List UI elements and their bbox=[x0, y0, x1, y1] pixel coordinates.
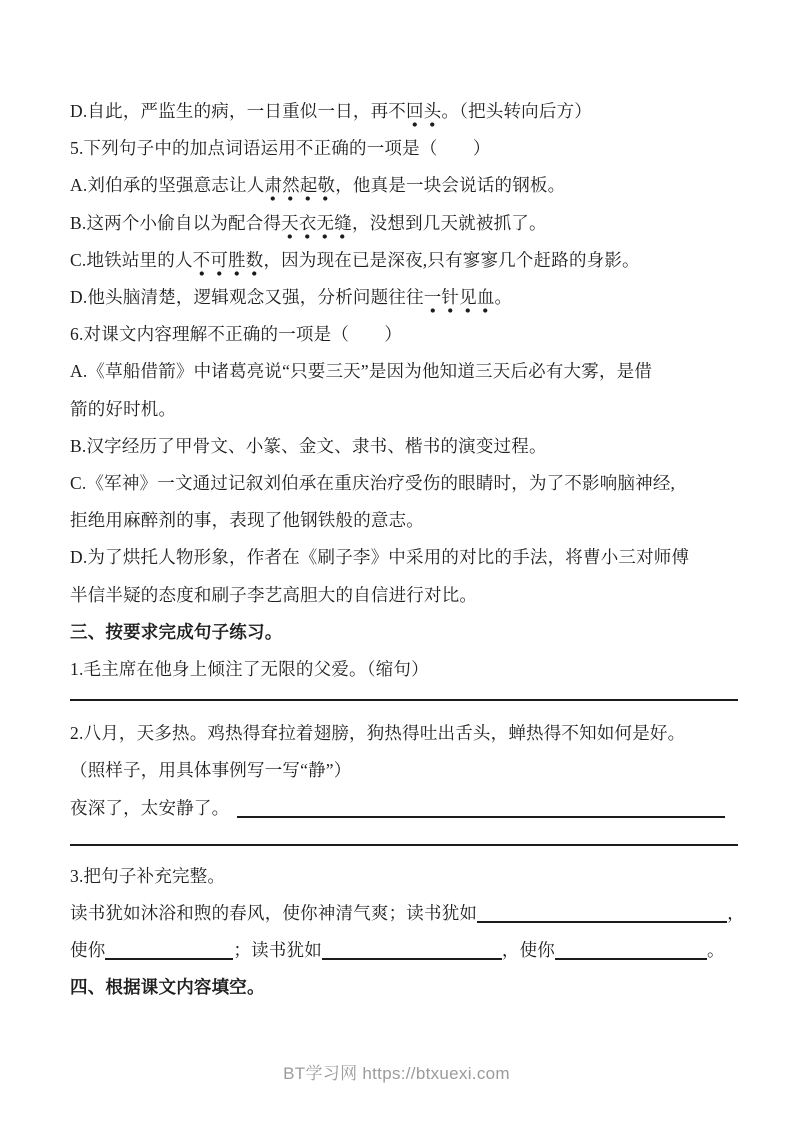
q5-option-c bbox=[70, 242, 740, 279]
q5-option-c-emphasis: 不可胜数 bbox=[193, 250, 264, 277]
q4-option-d bbox=[70, 93, 740, 130]
answer-blank bbox=[555, 938, 707, 960]
q6-option-a-line2: 箭的好时机。 bbox=[70, 398, 177, 419]
watermark-footer: BT学习网 https://btxuexi.com bbox=[283, 1064, 510, 1083]
q5-option-b-post: ，没想到几天就被抓了。 bbox=[351, 212, 547, 233]
answer-blank bbox=[105, 938, 233, 960]
s3-question3-fill-line1 bbox=[70, 895, 745, 932]
q5-option-d-post: 。 bbox=[494, 287, 513, 308]
q6-stem: 6.对课文内容理解不正确的一项是（ ） bbox=[70, 324, 403, 345]
s3-q3-fill1-text: 读书犹如沐浴和煦的春风，使你神清气爽；读书犹如 bbox=[70, 903, 478, 924]
q6-option-b: B.汉字经历了甲骨文、小篆、金文、隶书、楷书的演变过程。 bbox=[70, 435, 547, 456]
section4-title: 四、根据课文内容填空。 bbox=[70, 977, 265, 998]
q5-option-b-pre: B.这两个小偷自以为配合得 bbox=[70, 212, 282, 233]
q5-option-b bbox=[70, 205, 740, 242]
s3-q3-fill2-text2: ；读书犹如 bbox=[233, 940, 322, 961]
q4-option-d-emphasis: 回头 bbox=[406, 101, 441, 128]
q5-stem: 5.下列句子中的加点词语运用不正确的一项是（ ） bbox=[70, 138, 491, 159]
s3-question2-line1: 2.八月，天多热。鸡热得耷拉着翅膀，狗热得吐出舌头，蝉热得不知如何是好。 bbox=[70, 723, 686, 744]
q6-option-c-line1: C.《军神》一文通过记叙刘伯承在重庆治疗受伤的眼睛时，为了不影响脑神经, bbox=[70, 473, 676, 494]
s3-question3-fill-line2 bbox=[70, 932, 740, 969]
answer-writing-line-1 bbox=[70, 699, 738, 701]
answer-writing-line-2 bbox=[70, 844, 738, 846]
q4-option-d-pre: D.自此，严监生的病，一日重似一日，再不 bbox=[70, 101, 407, 121]
s3-question3: 3.把句子补充完整。 bbox=[70, 865, 226, 886]
s3-question1: 1.毛主席在他身上倾注了无限的父爱。（缩句） bbox=[70, 659, 429, 680]
q5-option-d-pre: D.他头脑清楚，逻辑观念又强，分析问题往往 bbox=[70, 287, 424, 308]
q6-option-c-line2: 拒绝用麻醉剂的事，表现了他钢铁般的意志。 bbox=[70, 510, 424, 531]
worksheet-content bbox=[70, 0, 745, 1007]
q6-option-d-line1: D.为了烘托人物形象，作者在《刷子李》中采用的对比的手法，将曹小三对师傅 bbox=[70, 547, 690, 568]
s3-q3-fill2-text1: 使你 bbox=[70, 940, 106, 961]
q5-option-d bbox=[70, 279, 740, 316]
q5-option-c-post: ，因为现在已是深夜,只有寥寥几个赶路的身影。 bbox=[263, 249, 640, 270]
q6-option-d-line2: 半信半疑的态度和刷子李艺高胆大的自信进行对比。 bbox=[70, 584, 478, 605]
s3-q3-fill1-end: ， bbox=[727, 903, 745, 924]
s3-q3-fill2-text4: 。 bbox=[707, 940, 725, 961]
section3-title: 三、按要求完成句子练习。 bbox=[70, 621, 283, 642]
q5-option-c-pre: C.地铁站里的人 bbox=[70, 249, 193, 270]
answer-blank bbox=[477, 901, 727, 923]
q5-option-b-emphasis: 天衣无缝 bbox=[281, 213, 352, 240]
q5-option-a bbox=[70, 167, 740, 204]
q5-option-d-emphasis: 一针见血 bbox=[424, 287, 495, 314]
q5-option-a-emphasis: 肃然起敬 bbox=[264, 175, 335, 202]
q4-option-d-post: 。（把头转向后方） bbox=[441, 101, 592, 121]
q5-option-a-post: ，他真是一块会说话的钢板。 bbox=[335, 175, 566, 196]
answer-blank bbox=[237, 796, 725, 818]
s3-question2-line2: （照样子，用具体事例写一写“静”） bbox=[70, 760, 352, 781]
s3-question2-prompt bbox=[70, 790, 740, 827]
s3-question2-prompt-text: 夜深了，太安静了。 bbox=[70, 797, 230, 818]
q6-option-a-line1: A.《草船借箭》中诸葛亮说“只要三天”是因为他知道三天后必有大雾，是借 bbox=[70, 361, 653, 382]
q5-option-a-pre: A.刘伯承的坚强意志让人 bbox=[70, 175, 265, 196]
answer-blank bbox=[322, 938, 502, 960]
s3-q3-fill2-text3: ，使你 bbox=[501, 940, 556, 961]
